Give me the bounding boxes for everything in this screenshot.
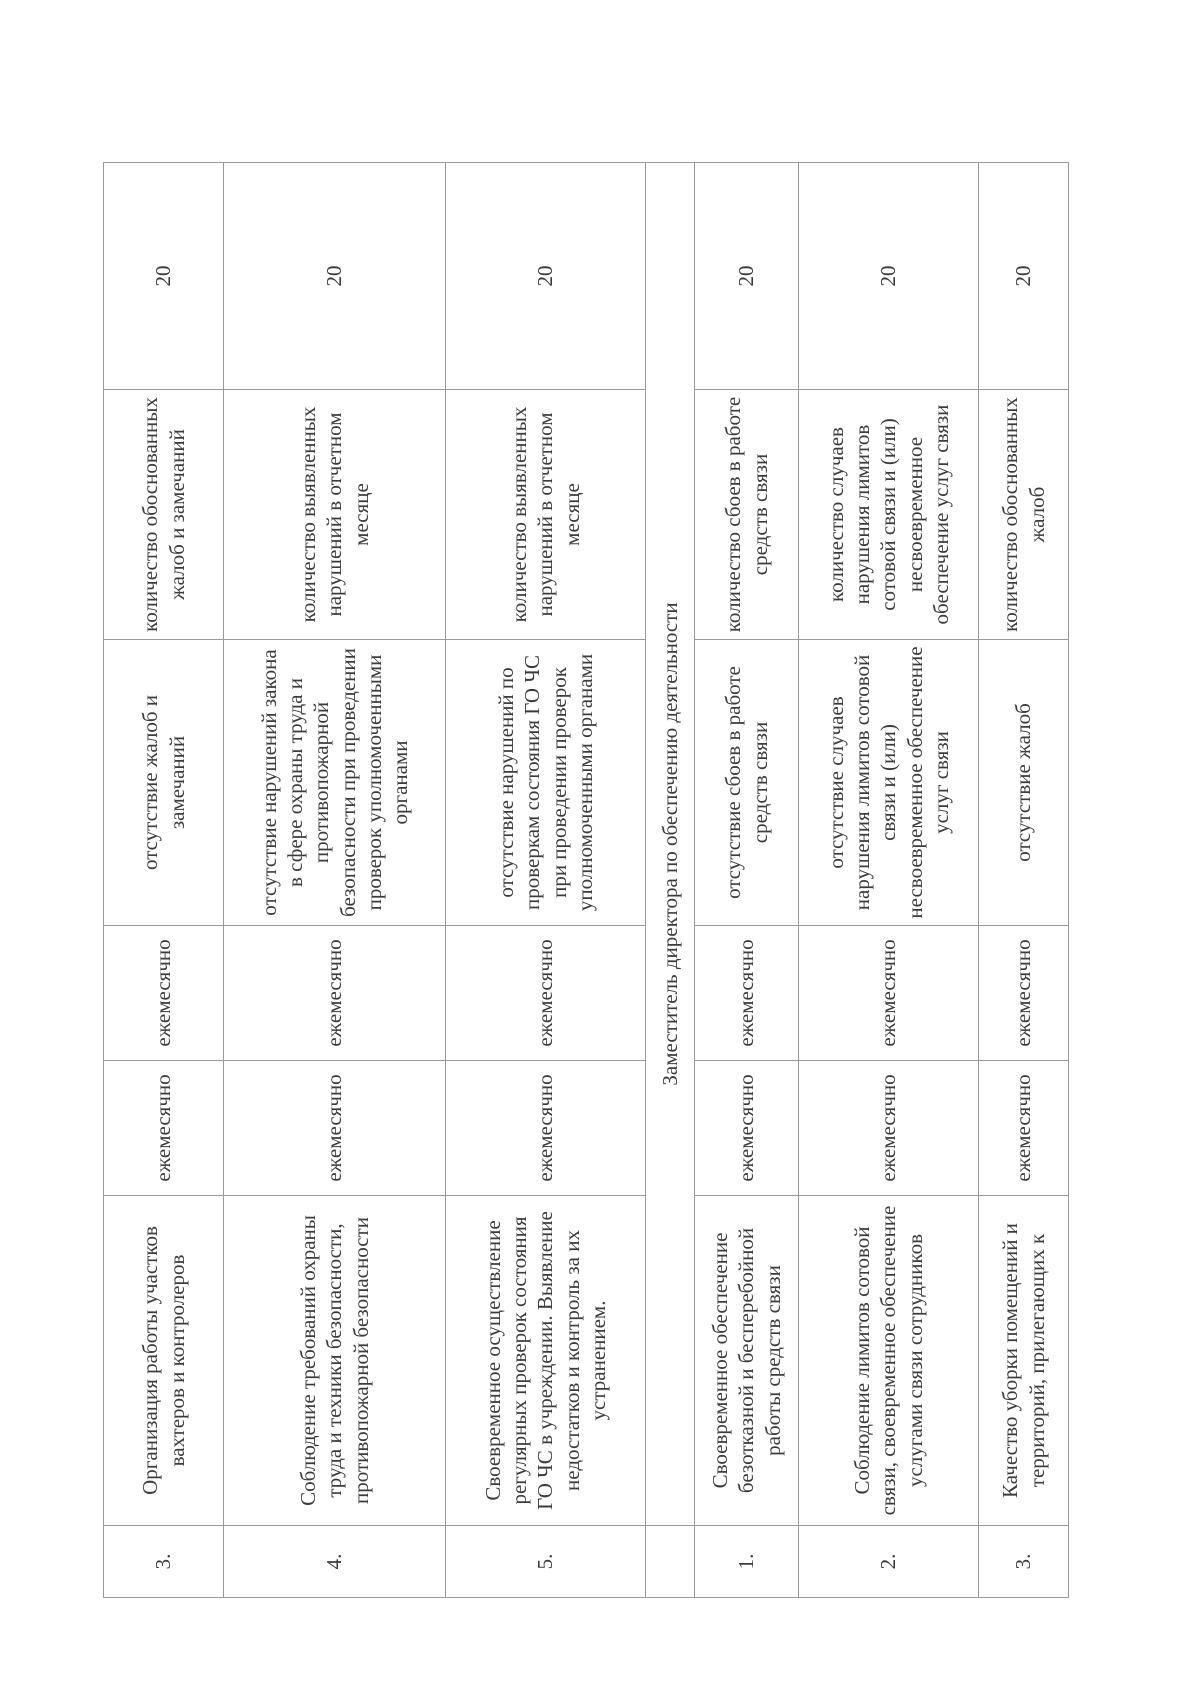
points-cell: 20 [799,163,979,390]
points-cell: 20 [446,163,646,390]
criterion-cell: отсутствие сбоев в работе средств связи [695,640,799,926]
measure-cell: количество выявленных нарушений в отчетном месяце [224,390,446,640]
points-cell: 20 [979,163,1069,390]
section-spacer [646,1526,695,1598]
row-number: 2. [799,1526,979,1598]
criterion-cell: отсутствие нарушений по проверкам состояния ГО ЧС при проведении проверок уполномоченными органами [446,640,646,926]
rotated-page [103,163,1063,1598]
payment-cell: ежемесячно [104,926,224,1061]
points-cell: 20 [695,163,799,390]
period-cell: ежемесячно [799,1061,979,1196]
criterion-cell: отсутствие случаев нарушения лимитов сотовой связи и (или) несвоевременное обеспечение услуг связи [799,640,979,926]
row-number: 5. [446,1526,646,1598]
section-row [646,163,695,1598]
period-cell: ежемесячно [695,1061,799,1196]
payment-cell: ежемесячно [224,926,446,1061]
measure-cell: количество обоснованных жалоб и замечаний [104,390,224,640]
indicator-cell: Своевременное осуществление регулярных проверок состояния ГО ЧС в учреждении. Выявление недостатков и контроль за их устранением. [446,1196,646,1526]
period-cell: ежемесячно [224,1061,446,1196]
table-row [799,163,979,1598]
criteria-table [103,162,1069,1598]
payment-cell: ежемесячно [979,926,1069,1061]
row-number: 4. [224,1526,446,1598]
section-title: Заместитель директора по обеспечению деятельности [646,163,695,1526]
criterion-cell: отсутствие жалоб [979,640,1069,926]
row-number: 3. [979,1526,1069,1598]
indicator-cell: Качество уборки помещений и территорий, прилегающих к [979,1196,1069,1526]
criterion-cell: отсутствие нарушений закона в сфере охраны труда и противопожарной безопасности при проведении проверок уполномоченными органами [224,640,446,926]
points-cell: 20 [104,163,224,390]
payment-cell: ежемесячно [799,926,979,1061]
table-row [695,163,799,1598]
period-cell: ежемесячно [446,1061,646,1196]
row-number: 3. [104,1526,224,1598]
table-row [224,163,446,1598]
payment-cell: ежемесячно [446,926,646,1061]
points-cell: 20 [224,163,446,390]
criterion-cell: отсутствие жалоб и замечаний [104,640,224,926]
table-row [446,163,646,1598]
indicator-cell: Своевременное обеспечение безотказной и бесперебойной работы средств связи [695,1196,799,1526]
measure-cell: количество сбоев в работе средств связи [695,390,799,640]
measure-cell: количество выявленных нарушений в отчетном месяце [446,390,646,640]
payment-cell: ежемесячно [695,926,799,1061]
indicator-cell: Организация работы участков вахтеров и контролеров [104,1196,224,1526]
period-cell: ежемесячно [104,1061,224,1196]
indicator-cell: Соблюдение лимитов сотовой связи, своевременное обеспечение услугами связи сотрудников [799,1196,979,1526]
indicator-cell: Соблюдение требований охраны труда и техники безопасности, противопожарной безопасности [224,1196,446,1526]
table-row [104,163,224,1598]
table-row [979,163,1069,1598]
measure-cell: количество случаев нарушения лимитов сотовой связи и (или) несвоевременное обеспечение услуг связи [799,390,979,640]
measure-cell: количество обоснованных жалоб [979,390,1069,640]
period-cell: ежемесячно [979,1061,1069,1196]
row-number: 1. [695,1526,799,1598]
